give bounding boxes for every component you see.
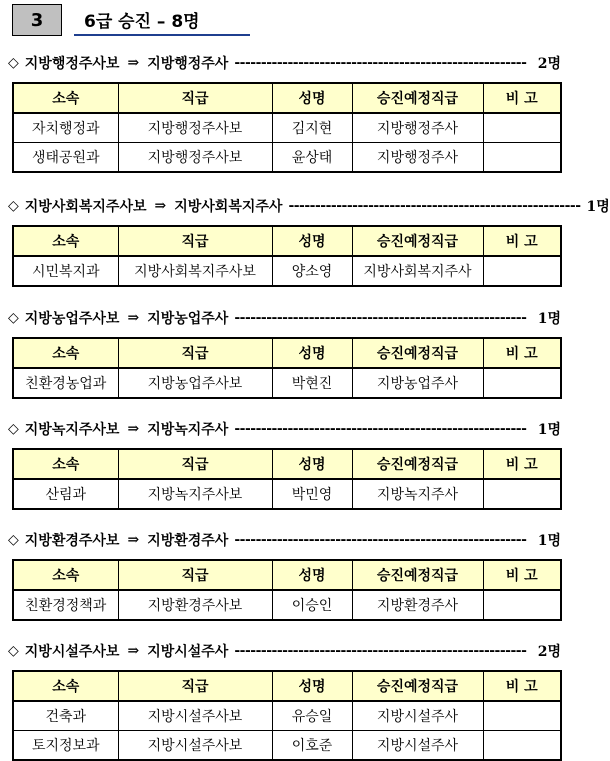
table-cell: 지방농업주사: [352, 368, 483, 398]
arrow-icon: ⇒: [127, 532, 140, 548]
to-rank: 지방녹지주사: [147, 422, 229, 438]
diamond-icon: ◇: [8, 532, 19, 548]
section-heading: [8, 195, 610, 217]
diamond-icon: ◇: [8, 643, 19, 659]
table-row: [13, 479, 561, 509]
column-header: 성명: [272, 671, 352, 701]
table-cell: 지방행정주사보: [118, 113, 272, 143]
column-header: 승진예정직급: [352, 671, 483, 701]
arrow-icon: ⇒: [127, 55, 140, 71]
column-header: 소속: [13, 560, 118, 590]
table-header-row: [13, 560, 561, 590]
to-rank: 지방사회복지주사: [174, 199, 283, 215]
to-rank: 지방환경주사: [147, 533, 229, 549]
leader-dashes: -------------------------------------------------------: [288, 198, 581, 214]
to-rank: 지방행정주사: [147, 56, 229, 72]
table-cell: [483, 479, 561, 509]
promotion-table: [12, 225, 562, 287]
from-rank: 지방시설주사보: [24, 644, 120, 660]
section-heading: [8, 529, 561, 551]
promotion-table: [12, 448, 562, 510]
column-header: 소속: [13, 449, 118, 479]
table-cell: 지방행정주사: [352, 113, 483, 143]
table-cell: 양소영: [272, 256, 352, 286]
table-cell: 지방녹지주사보: [118, 479, 272, 509]
from-rank: 지방행정주사보: [24, 56, 120, 72]
promotion-section: [8, 307, 561, 392]
column-header: 승진예정직급: [352, 449, 483, 479]
table-cell: 지방시설주사: [352, 701, 483, 731]
table-row: [13, 701, 561, 731]
promotion-section: [8, 640, 561, 754]
table-cell: [483, 256, 561, 286]
column-header: 직급: [118, 671, 272, 701]
table-cell: 지방시설주사보: [118, 701, 272, 731]
column-header: 성명: [272, 449, 352, 479]
table-cell: 지방환경주사보: [118, 590, 272, 620]
table-header-row: [13, 226, 561, 256]
promotion-section: [8, 418, 561, 503]
table-cell: 토지정보과: [13, 731, 118, 761]
table-cell: 친환경정책과: [13, 590, 118, 620]
diamond-icon: ◇: [8, 198, 19, 214]
section-heading: [8, 307, 561, 329]
table-header-row: [13, 671, 561, 701]
table-cell: 윤상태: [272, 143, 352, 173]
promotion-section: [8, 529, 561, 614]
arrow-icon: ⇒: [127, 310, 140, 326]
table-row: [13, 368, 561, 398]
column-header: 비 고: [483, 560, 561, 590]
table-row: [13, 113, 561, 143]
table-cell: 지방행정주사보: [118, 143, 272, 173]
table-row: [13, 731, 561, 761]
section-number: 3: [12, 4, 62, 36]
column-header: 승진예정직급: [352, 83, 483, 113]
diamond-icon: ◇: [8, 55, 19, 71]
section-title: 6급 승진 – 8명: [74, 4, 250, 36]
to-rank: 지방농업주사: [147, 311, 229, 327]
promotion-table: [12, 337, 562, 399]
diamond-icon: ◇: [8, 310, 19, 326]
column-header: 비 고: [483, 338, 561, 368]
table-cell: 지방행정주사: [352, 143, 483, 173]
column-header: 승진예정직급: [352, 226, 483, 256]
table-cell: 지방사회복지주사보: [118, 256, 272, 286]
table-cell: 박현진: [272, 368, 352, 398]
column-header: 직급: [118, 449, 272, 479]
promotion-count: 2명: [537, 644, 561, 660]
table-cell: 산림과: [13, 479, 118, 509]
promotion-section: [8, 52, 561, 166]
table-row: [13, 143, 561, 173]
promotion-count: 1명: [586, 199, 610, 215]
leader-dashes: -------------------------------------------------------: [234, 310, 527, 326]
promotion-count: 1명: [537, 533, 561, 549]
table-cell: [483, 590, 561, 620]
table-cell: [483, 368, 561, 398]
leader-dashes: -------------------------------------------------------: [234, 643, 527, 659]
table-cell: 박민영: [272, 479, 352, 509]
table-cell: 김지현: [272, 113, 352, 143]
column-header: 소속: [13, 338, 118, 368]
table-header-row: [13, 83, 561, 113]
column-header: 직급: [118, 83, 272, 113]
promotion-section: [8, 195, 610, 280]
table-cell: [483, 701, 561, 731]
section-heading: [8, 52, 561, 74]
column-header: 직급: [118, 226, 272, 256]
table-cell: 지방시설주사: [352, 731, 483, 761]
promotion-count: 2명: [537, 56, 561, 72]
table-cell: [483, 113, 561, 143]
from-rank: 지방농업주사보: [24, 311, 120, 327]
promotion-table: [12, 559, 562, 621]
table-cell: 시민복지과: [13, 256, 118, 286]
from-rank: 지방환경주사보: [24, 533, 120, 549]
column-header: 승진예정직급: [352, 560, 483, 590]
promotion-count: 1명: [537, 311, 561, 327]
table-header-row: [13, 449, 561, 479]
table-row: [13, 590, 561, 620]
diamond-icon: ◇: [8, 421, 19, 437]
table-cell: 자치행정과: [13, 113, 118, 143]
column-header: 성명: [272, 226, 352, 256]
column-header: 직급: [118, 338, 272, 368]
column-header: 비 고: [483, 449, 561, 479]
to-rank: 지방시설주사: [147, 644, 229, 660]
section-header: [12, 4, 252, 38]
section-heading: [8, 418, 561, 440]
table-cell: 유승일: [272, 701, 352, 731]
column-header: 비 고: [483, 226, 561, 256]
column-header: 승진예정직급: [352, 338, 483, 368]
column-header: 소속: [13, 83, 118, 113]
table-cell: 지방사회복지주사: [352, 256, 483, 286]
table-cell: 건축과: [13, 701, 118, 731]
promotion-count: 1명: [537, 422, 561, 438]
promotion-table: [12, 670, 562, 761]
column-header: 직급: [118, 560, 272, 590]
table-cell: 이승인: [272, 590, 352, 620]
table-cell: 지방환경주사: [352, 590, 483, 620]
table-cell: [483, 731, 561, 761]
section-heading: [8, 640, 561, 662]
column-header: 소속: [13, 226, 118, 256]
from-rank: 지방녹지주사보: [24, 422, 120, 438]
column-header: 비 고: [483, 83, 561, 113]
table-cell: 지방녹지주사: [352, 479, 483, 509]
table-cell: 생태공원과: [13, 143, 118, 173]
from-rank: 지방사회복지주사보: [24, 199, 147, 215]
column-header: 소속: [13, 671, 118, 701]
leader-dashes: -------------------------------------------------------: [234, 532, 527, 548]
table-cell: 지방농업주사보: [118, 368, 272, 398]
leader-dashes: -------------------------------------------------------: [234, 55, 527, 71]
column-header: 성명: [272, 560, 352, 590]
table-cell: [483, 143, 561, 173]
table-header-row: [13, 338, 561, 368]
table-cell: 친환경농업과: [13, 368, 118, 398]
column-header: 성명: [272, 83, 352, 113]
leader-dashes: -------------------------------------------------------: [234, 421, 527, 437]
arrow-icon: ⇒: [154, 198, 167, 214]
arrow-icon: ⇒: [127, 421, 140, 437]
table-cell: 지방시설주사보: [118, 731, 272, 761]
table-row: [13, 256, 561, 286]
column-header: 성명: [272, 338, 352, 368]
promotion-table: [12, 82, 562, 173]
column-header: 비 고: [483, 671, 561, 701]
arrow-icon: ⇒: [127, 643, 140, 659]
table-cell: 이호준: [272, 731, 352, 761]
